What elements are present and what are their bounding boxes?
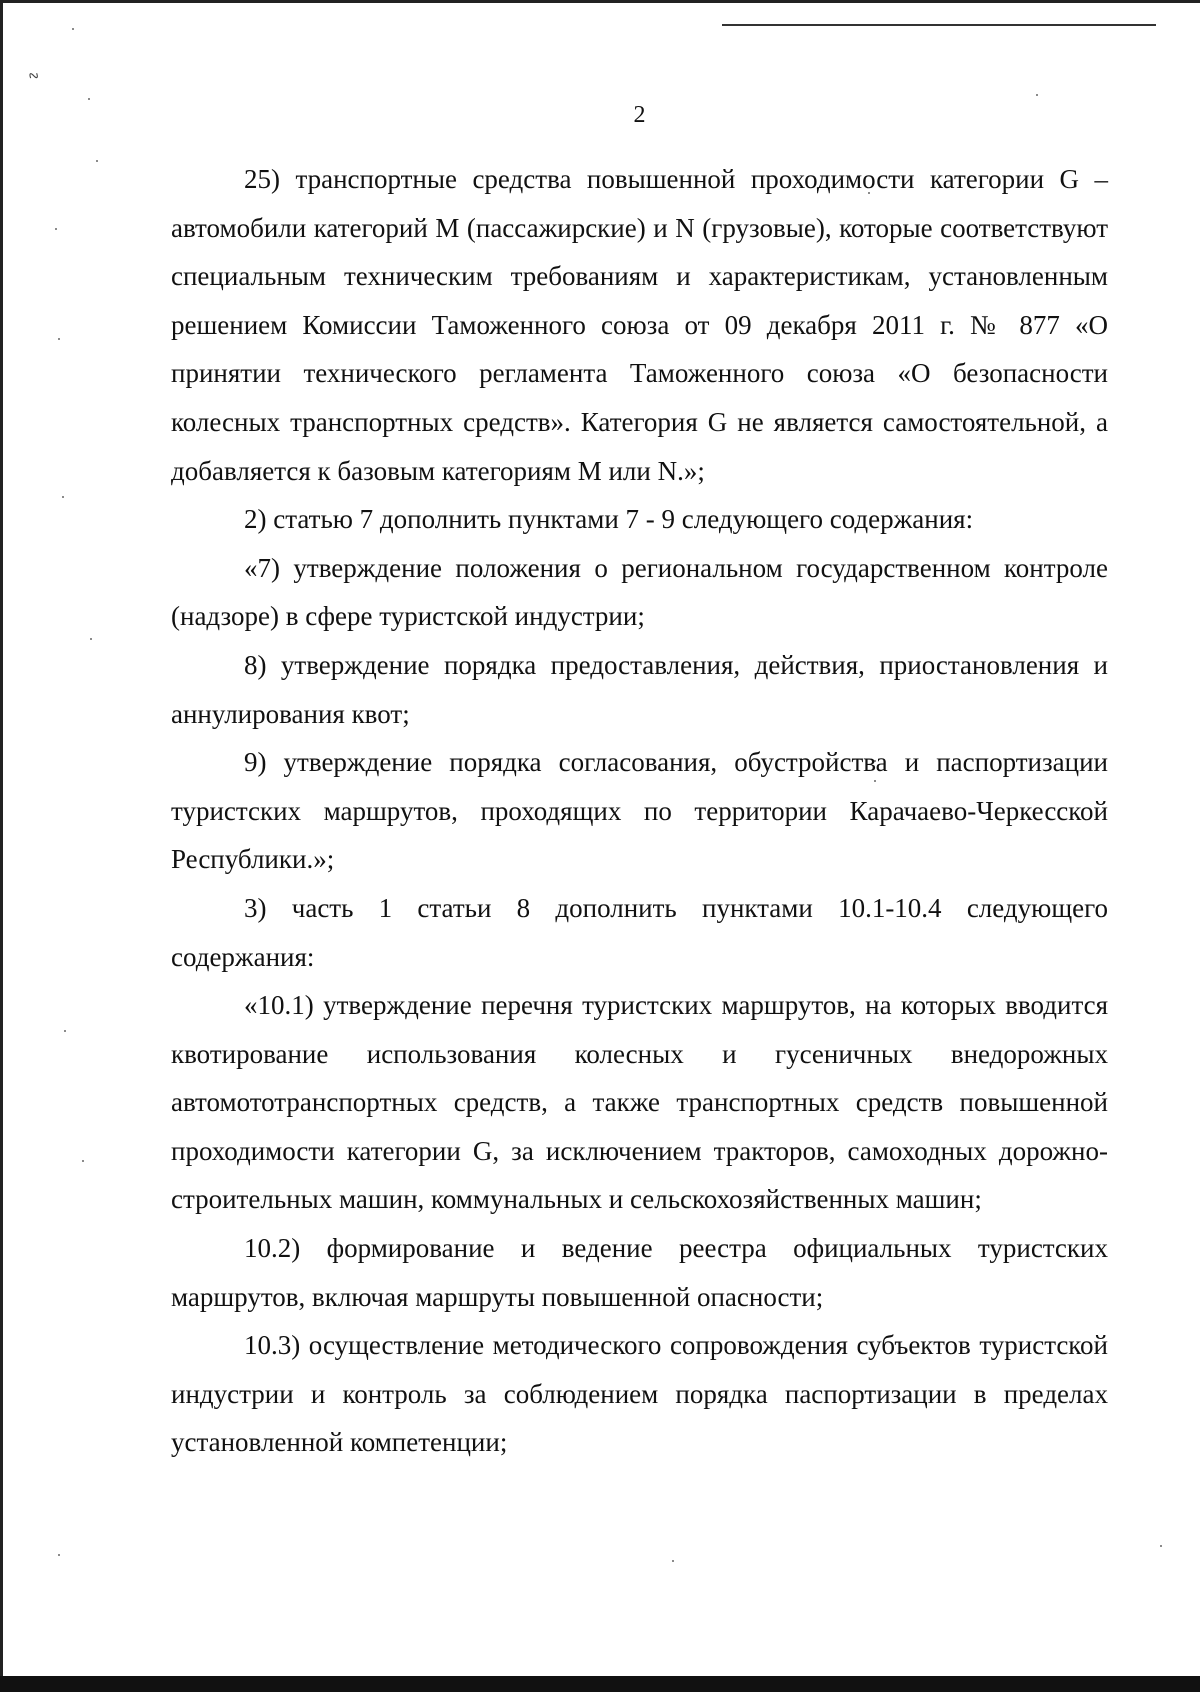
page-number: 2 bbox=[633, 102, 646, 128]
scan-speck bbox=[58, 338, 60, 340]
paragraph-item-10-1: «10.1) утверждение перечня туристских маршрутов, на которых вводится квотирование использования колесных и гусеничных внедорожных автомототранспортных средств, а также транспортных средств повышенной проходимости категории G, за исключением тракторов, самоходных дорожно-строительных машин, коммунальных и сельскохозяйственных машин; bbox=[171, 990, 1108, 1215]
scan-mark-icon: ∿ bbox=[24, 66, 43, 86]
scan-speck bbox=[58, 1554, 60, 1556]
paragraph-item-8: 8) утверждение порядка предоставления, действия, приостановления и аннулирования квот; bbox=[171, 649, 1108, 729]
scan-speck bbox=[64, 1030, 66, 1032]
paragraph-amendment-article-7: 2) статью 7 дополнить пунктами 7 - 9 следующего содержания: bbox=[244, 504, 974, 535]
scan-speck bbox=[672, 1560, 674, 1562]
scan-speck bbox=[96, 160, 98, 162]
scan-speck bbox=[1160, 1545, 1162, 1547]
scan-edge-top bbox=[0, 0, 1200, 3]
scan-speck bbox=[82, 1160, 84, 1162]
scan-speck bbox=[62, 496, 64, 498]
scan-speck bbox=[72, 28, 74, 30]
paragraph-item-25: 25) транспортные средства повышенной проходимости категории G – автомобили категорий M (пассажирские) и N (грузовые), которые соответствуют специальным техническим требованиям и характеристикам, установленным решением Комиссии Таможенного союза от 09 декабря 2011 г. № 877 «О принятии технического регламента Таможенного союза «О безопасности колесных транспортных средств». Категория G не является самостоятельной, а добавляется к базовым категориям M или N.»; bbox=[171, 164, 1108, 486]
scan-speck bbox=[1036, 94, 1038, 96]
paragraph-item-10-3: 10.3) осуществление методического сопровождения субъектов туристской индустрии и контроль за соблюдением порядка паспортизации в пределах установленной компетенции; bbox=[171, 1330, 1108, 1458]
header-rule bbox=[722, 24, 1156, 26]
paragraph-item-7: «7) утверждение положения о региональном государственном контроле (надзоре) в сфере туристской индустрии; bbox=[171, 552, 1108, 632]
scan-speck bbox=[90, 638, 92, 640]
paragraph-item-10-2: 10.2) формирование и ведение реестра официальных туристских маршрутов, включая маршруты повышенной опасности; bbox=[171, 1233, 1108, 1312]
paragraph-amendment-article-8: 3) часть 1 статьи 8 дополнить пунктами 10.1-10.4 следующего содержания: bbox=[171, 892, 1108, 972]
scan-edge-left bbox=[0, 0, 3, 1692]
document-body bbox=[171, 155, 1108, 1467]
scan-speck bbox=[55, 228, 57, 230]
scan-edge-bottom bbox=[0, 1676, 1200, 1692]
paragraph-item-9: 9) утверждение порядка согласования, обустройства и паспортизации туристских маршрутов, проходящих по территории Карачаево-Черкесской Республики.»; bbox=[171, 747, 1108, 875]
